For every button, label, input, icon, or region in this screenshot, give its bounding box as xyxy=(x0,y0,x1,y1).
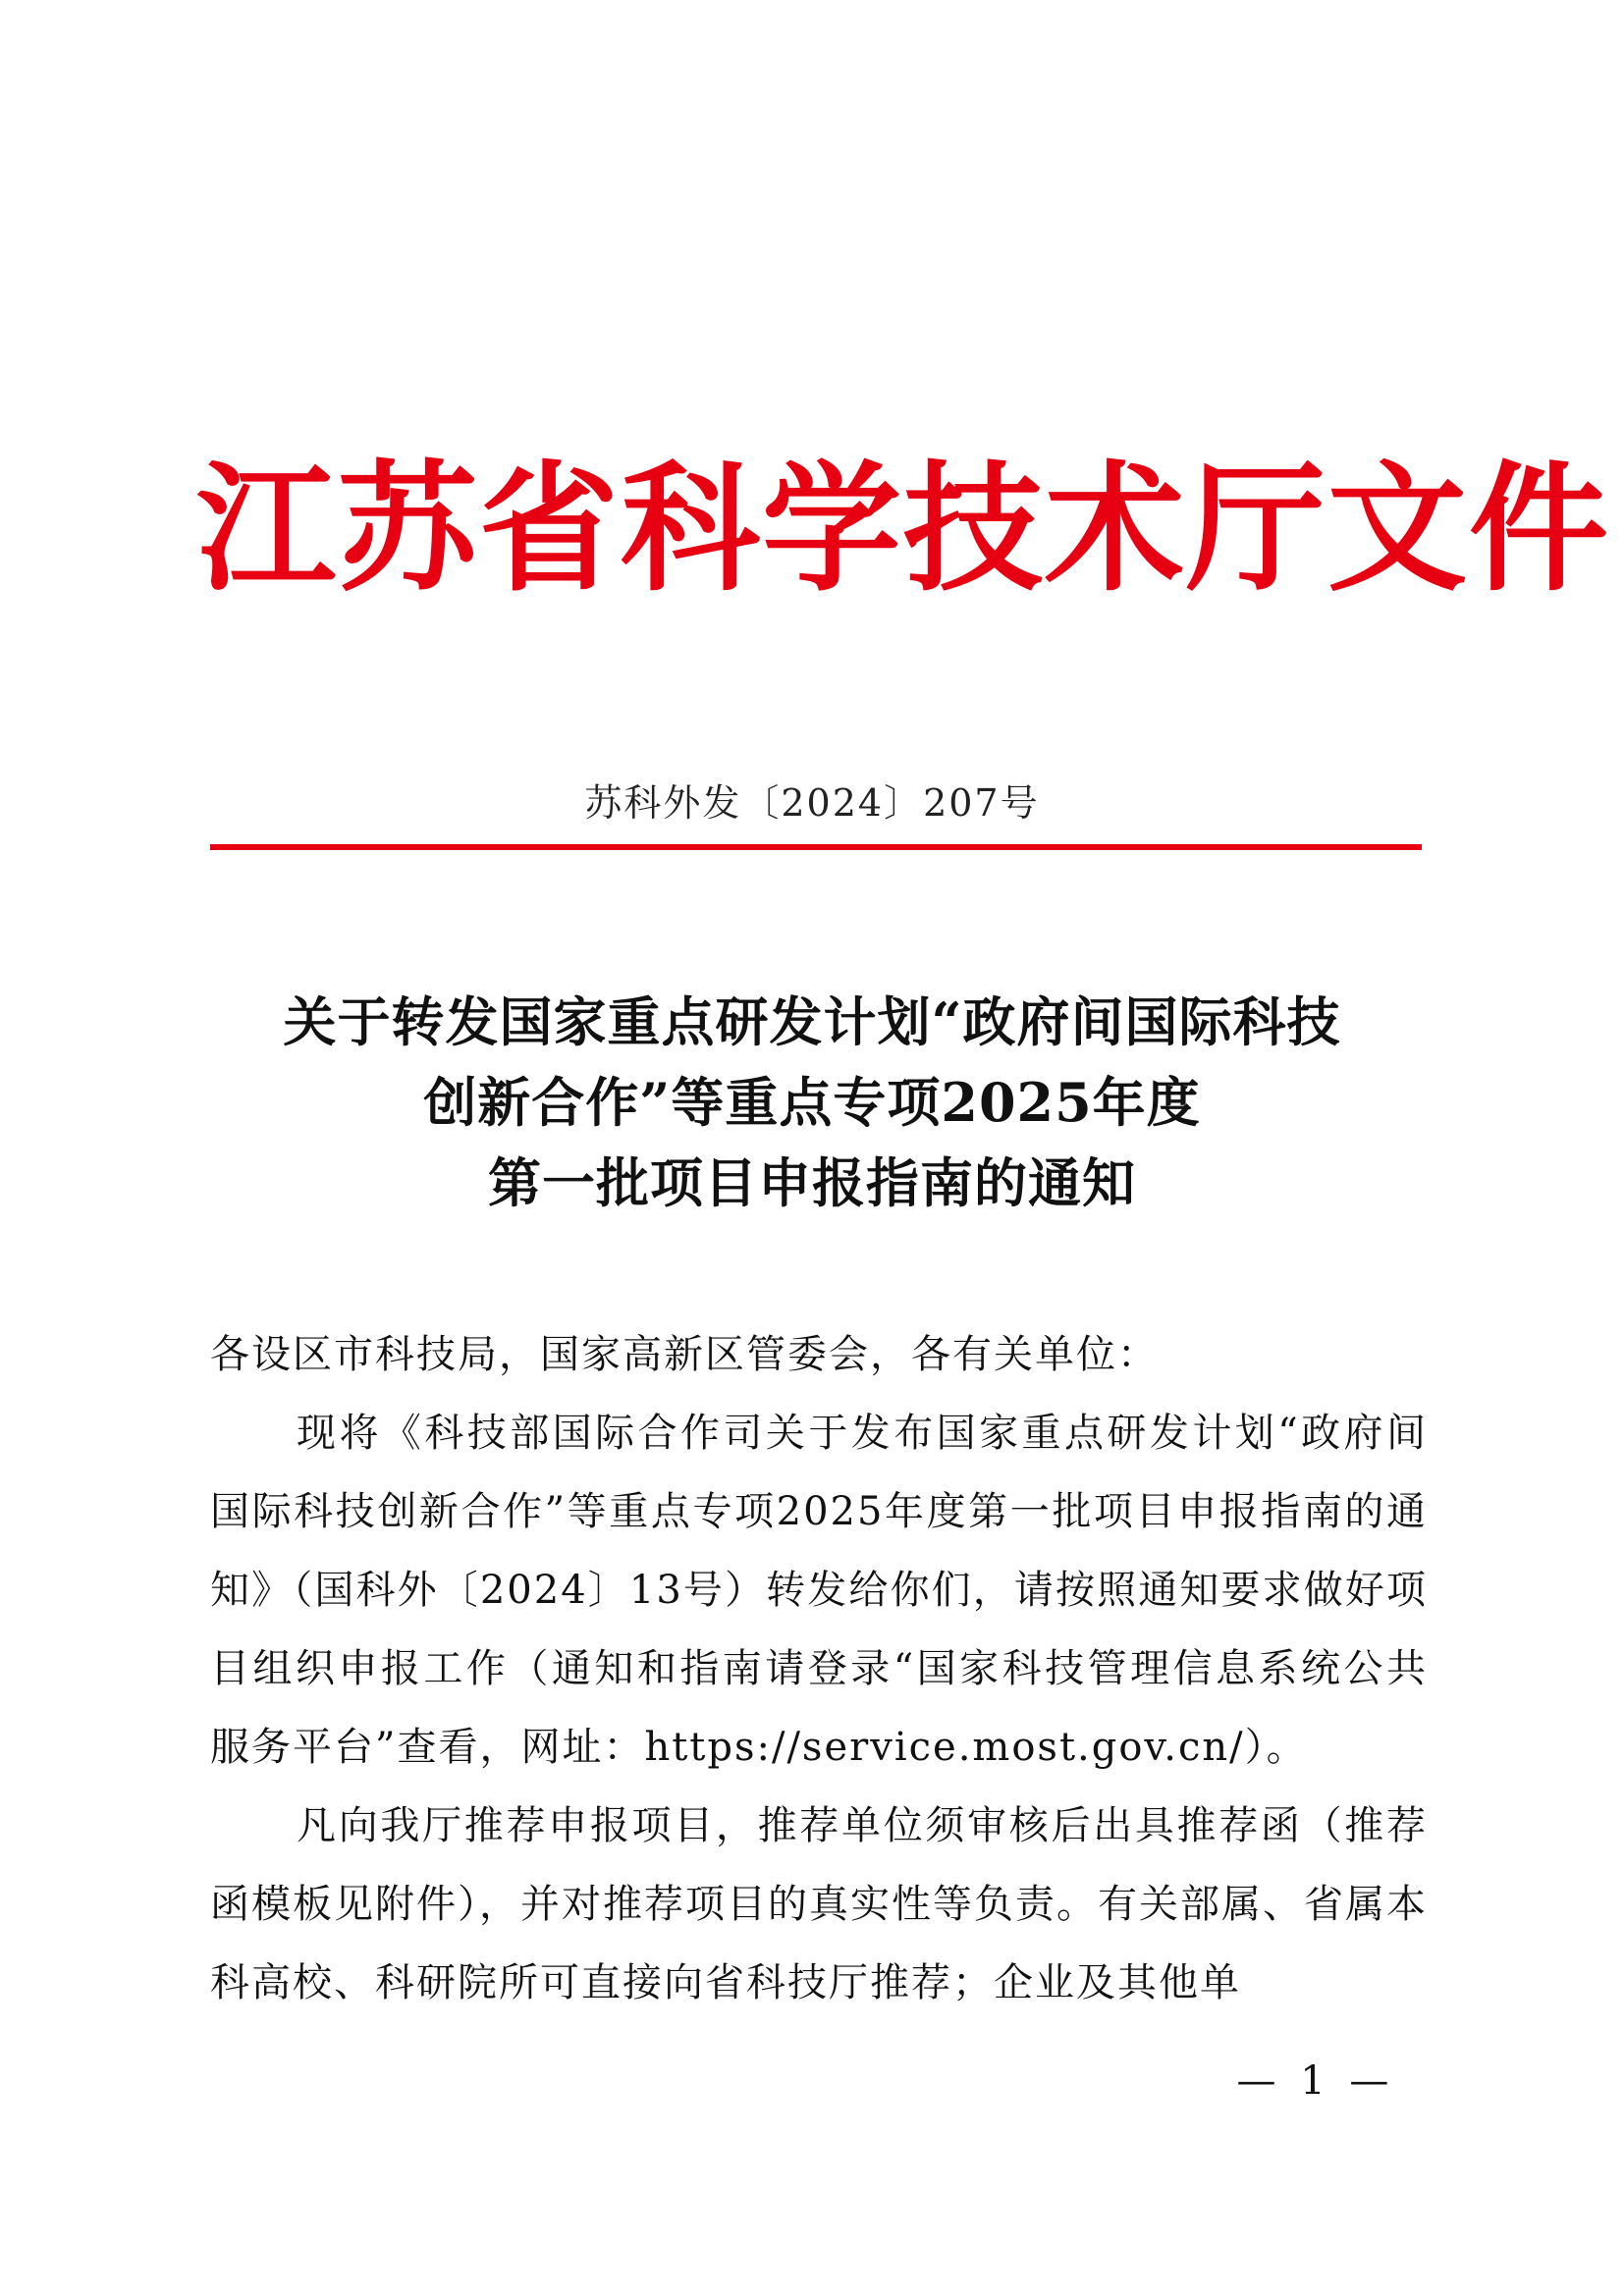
red-divider-line xyxy=(210,844,1422,850)
document-masthead: 江苏省科学技术厅文件 xyxy=(196,449,1610,611)
body-paragraph: 现将《科技部国际合作司关于发布国家重点研发计划“政府间国际科技创新合作”等重点专项2025年度第一批项目申报指南的通知》（国科外〔2024〕13号）转发给你们，请按照通知要求做好项目组织申报工作（通知和指南请登录“国家科技管理信息系统公共服务平台”查看，网址：https://service.most.gov.cn/）。 xyxy=(210,1411,1428,1770)
body-paragraph: 凡向我厅推荐申报项目，推荐单位须审核后出具推荐函（推荐函模板见附件），并对推荐项目的真实性等负责。有关部属、省属本科高校、科研院所可直接向省科技厅推荐；企业及其他单 xyxy=(210,1803,1428,2005)
title-line: 第一批项目申报指南的通知 xyxy=(488,1151,1136,1214)
notice-body xyxy=(210,1315,1428,2022)
notice-title xyxy=(177,982,1447,1223)
salutation: 各设区市科技局，国家高新区管委会，各有关单位： xyxy=(210,1332,1159,1377)
page-number: — 1 — xyxy=(1236,2058,1395,2104)
title-line: 关于转发国家重点研发计划“政府间国际科技 xyxy=(283,990,1341,1053)
title-line: 创新合作”等重点专项2025年度 xyxy=(423,1071,1201,1134)
document-number: 苏科外发〔2024〕207号 xyxy=(584,781,1040,825)
